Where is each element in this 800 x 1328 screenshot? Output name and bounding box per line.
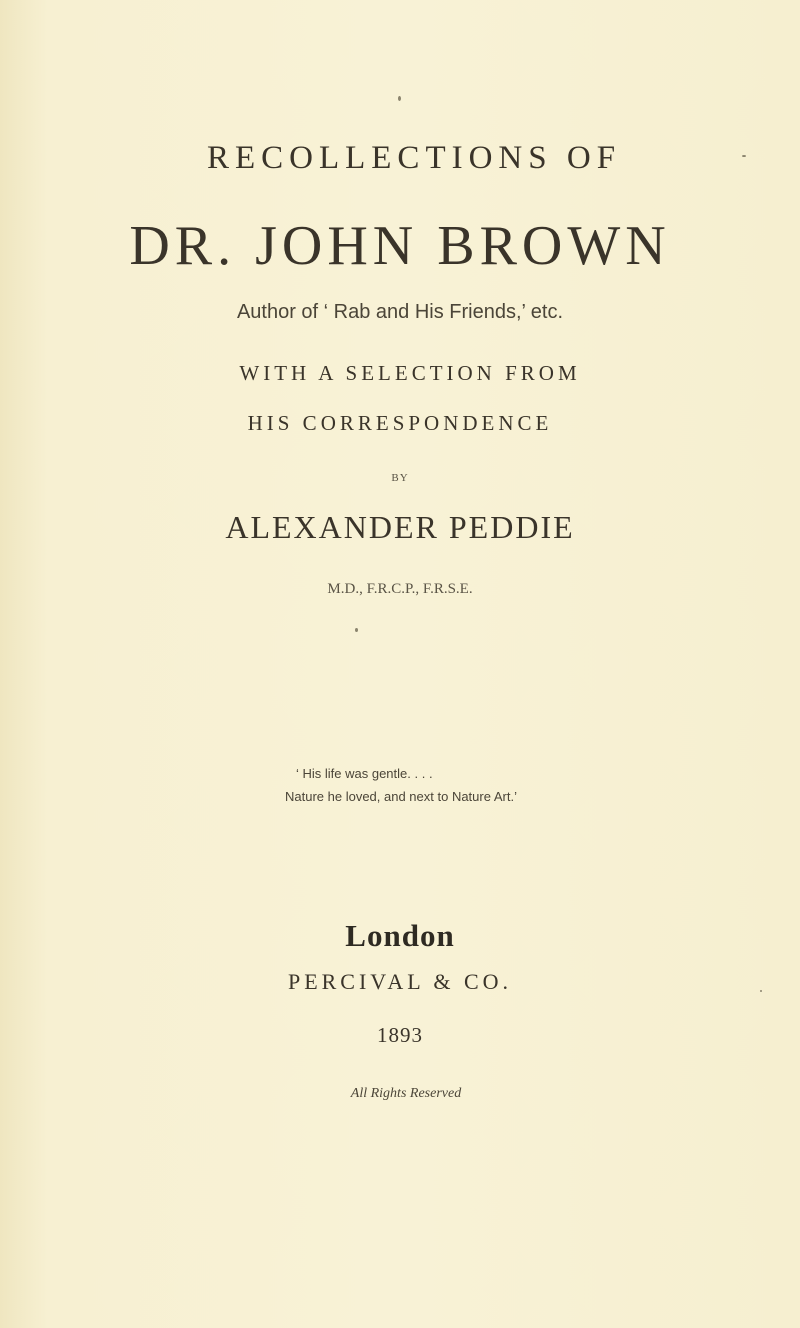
author-of-line: Author of ‘ Rab and His Friends,’ etc.: [236, 301, 564, 323]
paper-speck: [398, 96, 401, 101]
rights-notice: All Rights Reserved: [350, 1086, 462, 1101]
subtitle-line-1: WITH A SELECTION FROM: [239, 361, 581, 385]
paper-speck: [355, 628, 358, 632]
epigraph: [285, 762, 517, 808]
paper-speck: [742, 155, 746, 157]
title-line-1: RECOLLECTIONS OF: [206, 140, 622, 176]
paper-speck: [760, 990, 762, 992]
by-label: BY: [391, 472, 409, 484]
editor-name: ALEXANDER PEDDIE: [225, 509, 575, 545]
editor-degrees: M.D., F.R.C.P., F.R.S.E.: [327, 581, 473, 597]
epigraph-line-1: ‘ His life was gentle. . . .: [296, 766, 433, 781]
imprint-city: London: [345, 918, 455, 953]
subtitle-line-2: HIS CORRESPONDENCE: [247, 411, 553, 435]
imprint-year: 1893: [377, 1023, 423, 1047]
epigraph-line-2: Nature he loved, and next to Nature Art.’: [285, 789, 517, 804]
imprint-publisher: PERCIVAL & CO.: [287, 969, 513, 994]
title-line-2: DR. JOHN BROWN: [129, 215, 671, 277]
